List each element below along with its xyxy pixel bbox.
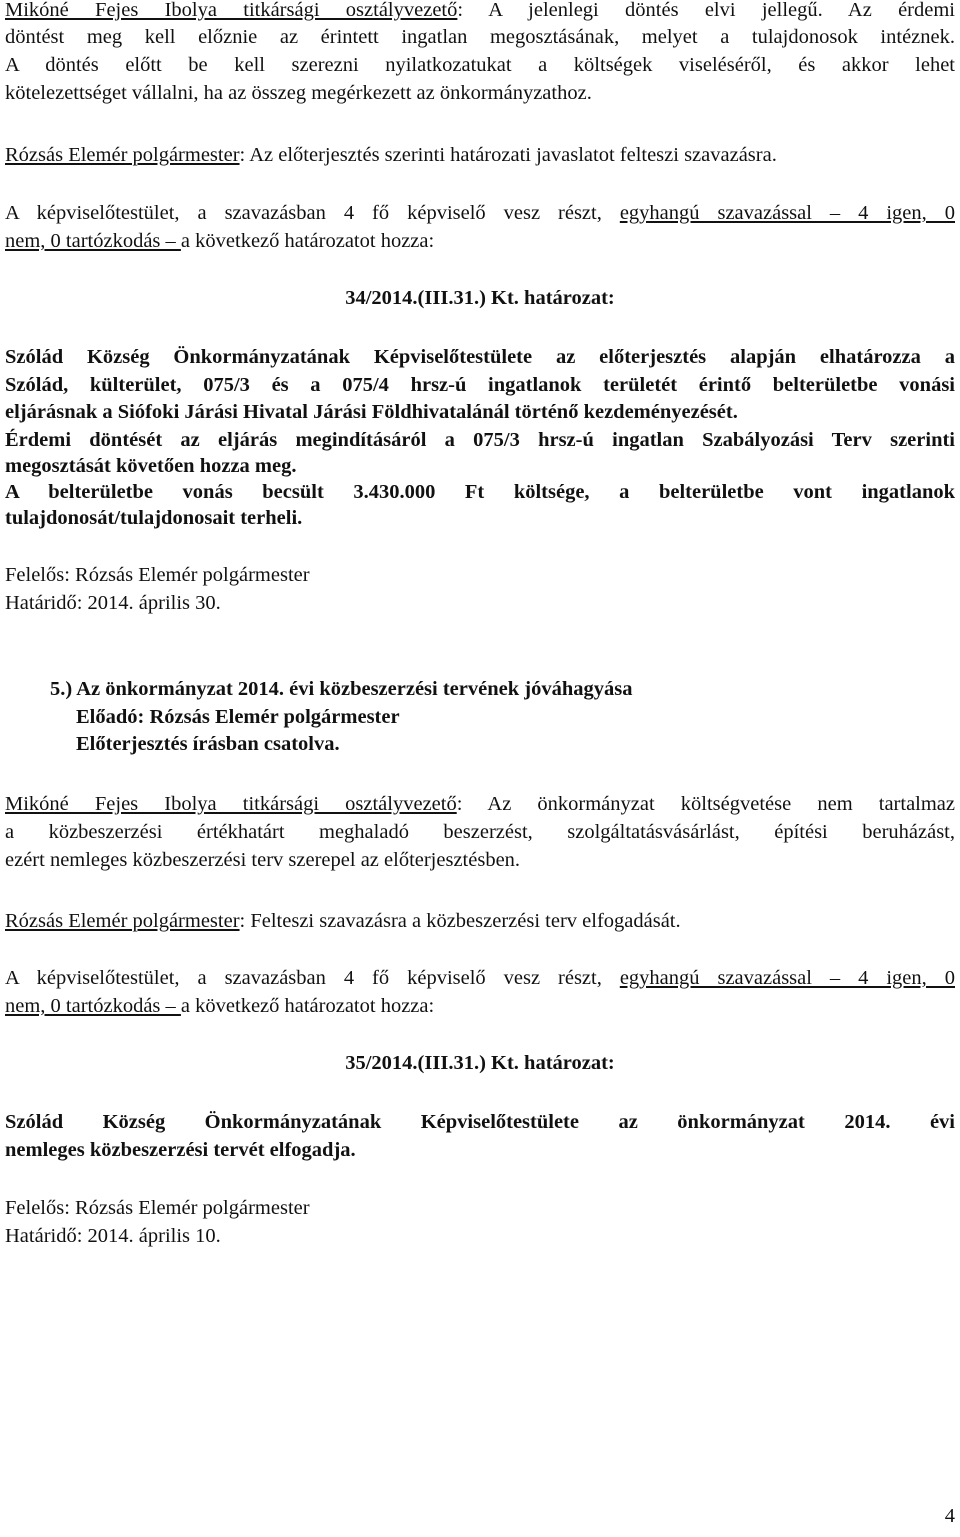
resolution-line: A belterületbe vonás becsült 3.430.000 Ft költsége, a belterületbe vont ingatlanok <box>5 481 955 503</box>
speech-line <box>5 0 955 25</box>
vote-result: egyhangú szavazással – 4 igen, 0 <box>619 967 955 989</box>
speaker-name: Mikóné Fejes Ibolya titkársági osztályvezető <box>5 0 458 21</box>
speech-line: ezért nemleges közbeszerzési terv szerepel az előterjesztésben. <box>5 849 521 871</box>
speech-line: döntést meg kell előznie az érintett ingatlan megosztásának, melyet a tulajdonosok intéznek. <box>5 26 955 48</box>
responsible-line: Felelős: Rózsás Elemér polgármester <box>5 564 310 586</box>
speech-text: : A jelenlegi döntés elvi jellegű. Az érdemi <box>457 0 955 21</box>
speech-text: : Az önkormányzat költségvetése nem tartalmaz <box>456 793 956 815</box>
responsible-line: Felelős: Rózsás Elemér polgármester <box>5 1197 310 1219</box>
vote-line: nem, 0 tartózkodás – a következő határozatot hozza: <box>5 230 435 252</box>
resolution-line: megosztását követően hozza meg. <box>5 455 297 477</box>
deadline-line: Határidő: 2014. április 30. <box>5 592 221 614</box>
resolution-line: nemleges közbeszerzési tervét elfogadja. <box>5 1139 356 1161</box>
resolution-line: Szólád Község Önkormányzatának Képviselőtestülete az önkormányzat 2014. évi <box>5 1111 955 1133</box>
speech-line: kötelezettséget vállalni, ha az összeg megérkezett az önkormányzathoz. <box>5 82 592 104</box>
agenda-item-note: Előterjesztés írásban csatolva. <box>76 733 340 755</box>
speech-line <box>5 791 955 819</box>
resolution-line: tulajdonosát/tulajdonosait terheli. <box>5 507 303 529</box>
agenda-item-title: 5.) Az önkormányzat 2014. évi közbeszerzési tervének jóváhagyása <box>50 678 633 700</box>
agenda-item-presenter: Előadó: Rózsás Elemér polgármester <box>76 706 400 728</box>
speech-line: a közbeszerzési értékhatárt meghaladó beszerzést, szolgáltatásvásárlást, építési beruházást, <box>5 821 955 843</box>
vote-result: nem, 0 tartózkodás – <box>5 995 181 1017</box>
speech-line <box>5 908 955 936</box>
speaker-name: Rózsás Elemér polgármester <box>5 910 240 932</box>
vote-result: egyhangú szavazással – 4 igen, 0 <box>619 202 955 224</box>
page-number: 4 <box>944 1505 955 1527</box>
speech-text: : Az előterjesztés szerinti határozati javaslatot felteszi szavazásra. <box>239 144 777 166</box>
speaker-name: Rózsás Elemér polgármester <box>5 144 240 166</box>
speech-line <box>5 142 955 170</box>
resolution-line: Szólád Község Önkormányzatának Képviselőtestülete az előterjesztés alapján elhatározza a <box>5 346 955 368</box>
resolution-line: Érdemi döntését az eljárás megindításáról a 075/3 hrsz-ú ingatlan Szabályozási Terv szerinti <box>5 429 955 451</box>
resolution-line: Szólád, külterület, 075/3 és a 075/4 hrsz-ú ingatlanok területét érintő belterületbe vonási <box>5 374 955 396</box>
speech-text: : Felteszi szavazásra a közbeszerzési terv elfogadását. <box>239 910 681 932</box>
vote-line: A képviselőtestület, a szavazásban 4 fő képviselő vesz részt, egyhangú szavazással – 4 igen, 0 <box>5 202 955 224</box>
speaker-name: Mikóné Fejes Ibolya titkársági osztályvezető <box>5 793 457 815</box>
speech-line: A döntés előtt be kell szerezni nyilatkozatukat a költségek viseléséről, és akkor lehet <box>5 54 955 76</box>
vote-line: A képviselőtestület, a szavazásban 4 fő képviselő vesz részt, egyhangú szavazással – 4 igen, 0 <box>5 967 955 989</box>
resolution-line: eljárásnak a Siófoki Járási Hivatal Járási Földhivatalánál történő kezdeményezését. <box>5 401 738 423</box>
resolution-title: 35/2014.(III.31.) Kt. határozat: <box>345 1052 615 1074</box>
deadline-line: Határidő: 2014. április 10. <box>5 1225 221 1247</box>
resolution-title: 34/2014.(III.31.) Kt. határozat: <box>345 287 615 309</box>
vote-line: nem, 0 tartózkodás – a következő határozatot hozza: <box>5 995 435 1017</box>
vote-result: nem, 0 tartózkodás – <box>5 230 181 252</box>
